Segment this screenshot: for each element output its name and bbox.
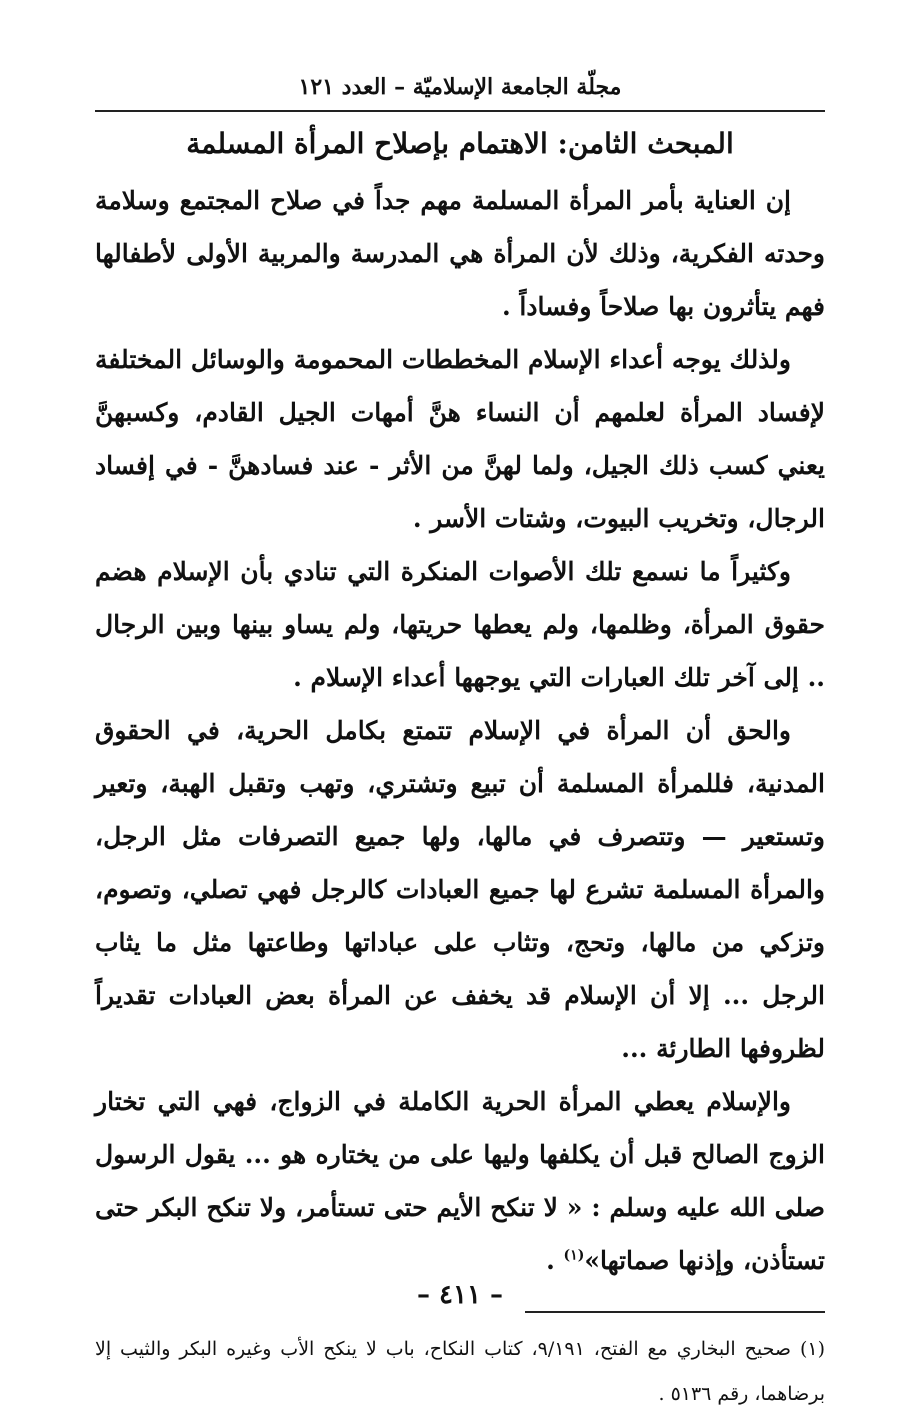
footnote: (١) صحيح البخاري مع الفتح، ٩/١٩١، كتاب النكاح، باب لا ينكح الأب وغيره البكر والثيب إلا برضاهما، رقم ٥١٣٦ . <box>95 1338 825 1405</box>
paragraph-2: ولذلك يوجه أعداء الإسلام المخططات المحمومة والوسائل المختلفة لإفساد المرأة لعلمهم أن النساء هنَّ أمهات الجيل القادم، وكسبهنَّ يعني كسب ذلك الجيل، ولما لهنَّ من الأثر - عند فسادهنَّ - في إفساد الرجال، وتخريب البيوت، وشتات الأسر . <box>95 345 825 533</box>
document-page <box>95 70 825 1405</box>
page-number: – ٤١١ – <box>416 1280 504 1310</box>
footnote-reference: (١) <box>563 1247 585 1264</box>
section-title: المبحث الثامن: الاهتمام بإصلاح المرأة المسلمة <box>186 127 734 160</box>
paragraph-5 <box>95 1075 825 1287</box>
paragraph-3: وكثيراً ما نسمع تلك الأصوات المنكرة التي تنادي بأن الإسلام هضم حقوق المرأة، وظلمها، ولم يعطها حريتها، ولم يساو بينها وبين الرجال .. إلى آخر تلك العبارات التي يوجهها أعداء الإسلام . <box>95 557 825 692</box>
paragraph-5-text: والإسلام يعطي المرأة الحرية الكاملة في الزواج، فهي التي تختار الزوج الصالح قبل أن يكلفها وليها على من يختاره هو ... يقول الرسول صلى الله عليه وسلم : « لا تنكح الأيم حتى تستأمر، ولا تنكح البكر حتى تستأذن، وإذنها صماتها» <box>95 1087 825 1275</box>
footnote-divider <box>525 1311 825 1313</box>
running-header: مجلّة الجامعة الإسلاميّة – العدد ١٢١ <box>95 70 825 112</box>
paragraph-1: إن العناية بأمر المرأة المسلمة مهم جداً في صلاح المجتمع وسلامة وحدته الفكرية، وذلك لأن المرأة هي المدرسة والمربية الأولى لأطفالها فهم يتأثرون بها صلاحاً وفساداً . <box>95 186 825 321</box>
paragraph-5-ending: . <box>546 1246 564 1275</box>
paragraph-4: والحق أن المرأة في الإسلام تتمتع بكامل الحرية، في الحقوق المدنية، فللمرأة المسلمة أن تبيع وتشتري، وتهب وتقبل الهبة، وتعير وتستعير — وتتصرف في مالها، ولها جميع التصرفات مثل الرجل، والمرأة المسلمة تشرع لها جميع العبادات كالرجل فهي تصلي، وتصوم، وتزكي من مالها، وتحج، وتثاب على عباداتها وطاعتها مثل ما يثاب الرجل ... إلا أن الإسلام قد يخفف عن المرأة بعض العبادات تقديراً لظروفها الطارئة ... <box>95 716 825 1063</box>
